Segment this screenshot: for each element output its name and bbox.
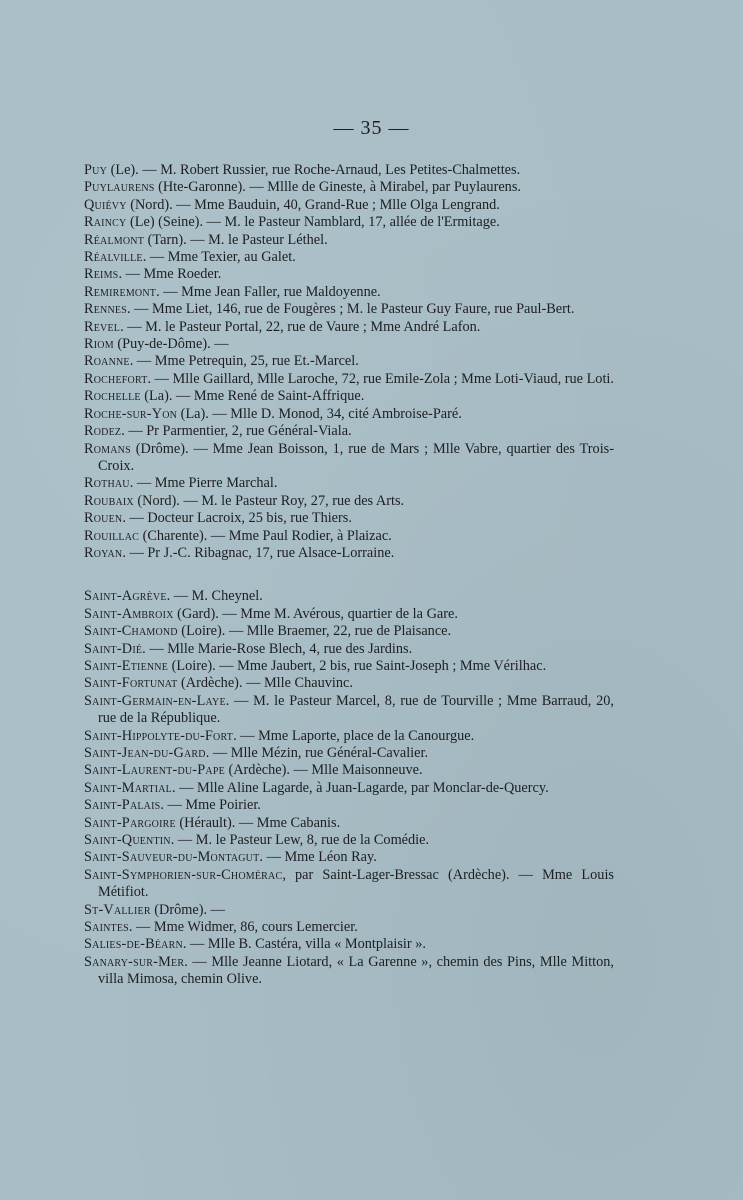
place-name: Saint-Martial xyxy=(84,779,172,796)
entry-details: (Loire). — Mme Jaubert, 2 bis, rue Saint-Joseph ; Mme Vérilhac. xyxy=(168,657,547,674)
directory-entry xyxy=(84,493,614,510)
directory-entry xyxy=(84,353,614,370)
place-name: Saint-Symphorien-sur-Chomérac xyxy=(84,866,283,883)
directory-entry xyxy=(84,406,614,423)
entry-details: (Drôme). — Mme Jean Boisson, 1, rue de Mars ; Mlle Vabre, quartier des Trois-Croix. xyxy=(98,440,614,474)
directory-entry xyxy=(84,266,614,283)
place-name: Royan xyxy=(84,544,123,561)
directory-entry xyxy=(84,675,614,692)
entry-details: . — M. le Pasteur Lew, 8, rue de la Comédie. xyxy=(170,832,430,849)
place-name: Réalville xyxy=(84,249,143,266)
directory-list xyxy=(84,162,614,989)
place-name: Sanary-sur-Mer xyxy=(84,953,185,970)
directory-entry xyxy=(84,301,614,318)
place-name: Rouen xyxy=(84,510,123,527)
entry-details: . — Mme Texier, au Galet. xyxy=(142,249,296,266)
place-name: Romans xyxy=(84,440,131,457)
entry-details: (Gard). — Mme M. Avérous, quartier de la Gare. xyxy=(173,605,458,622)
place-name: Saint-Germain-en-Laye xyxy=(84,692,226,709)
directory-entry xyxy=(84,214,614,231)
directory-entry xyxy=(84,693,614,728)
directory-entry xyxy=(84,606,614,623)
directory-entry xyxy=(84,319,614,336)
place-name: Saintes xyxy=(84,919,129,936)
place-name: Saint-Agrève xyxy=(84,588,167,605)
directory-entry xyxy=(84,762,614,779)
place-name: Puy xyxy=(84,162,107,178)
entry-details: . — Mlle Mézin, rue Général-Cavalier. xyxy=(205,745,429,761)
directory-entry xyxy=(84,780,614,797)
entry-details: . — M. le Pasteur Marcel, 8, rue de Tourville ; Mme Barraud, 20, rue de la République. xyxy=(98,692,614,727)
place-name: Puylaurens xyxy=(84,179,155,196)
place-name: Roche-sur-Yon xyxy=(84,405,178,422)
entry-details: . — Pr J.-C. Ribagnac, 17, rue Alsace-Lorraine. xyxy=(122,544,395,561)
directory-section-r xyxy=(84,162,614,562)
directory-entry xyxy=(84,936,614,953)
section-gap xyxy=(84,562,614,588)
directory-entry xyxy=(84,441,614,476)
place-name: Saint-Jean-du-Gard xyxy=(84,745,206,761)
place-name: Rouillac xyxy=(84,527,140,544)
entry-details: . — Mlle Aline Lagarde, à Juan-Lagarde, par Monclar-de-Quercy. xyxy=(171,779,549,796)
place-name: Saint-Ambroix xyxy=(84,605,174,622)
directory-entry xyxy=(84,510,614,527)
entry-details: (Drôme). — xyxy=(150,901,225,918)
place-name: Salies-de-Béarn xyxy=(84,936,183,953)
entry-details: (Tarn). — M. le Pasteur Léthel. xyxy=(144,231,328,248)
place-name: Quiévy xyxy=(84,196,127,213)
entry-details: (Nord). — M. le Pasteur Roy, 27, rue des Arts. xyxy=(133,492,405,509)
directory-section-s xyxy=(84,588,614,988)
entry-details: (Ardèche). — Mlle Maisonneuve. xyxy=(224,762,423,779)
page-number: — 35 — xyxy=(333,117,410,139)
place-name: Rennes xyxy=(84,301,127,318)
directory-entry xyxy=(84,745,614,762)
entry-details: . — M. Cheynel. xyxy=(166,588,263,605)
place-name: Rodez xyxy=(84,423,122,440)
entry-details: . — Mme Jean Faller, rue Maldoyenne. xyxy=(156,283,381,300)
place-name: Riom xyxy=(84,336,114,353)
directory-entry xyxy=(84,249,614,266)
directory-entry xyxy=(84,954,614,989)
place-name: Saint-Hippolyte-du-Fort xyxy=(84,727,234,744)
entry-details: (Charente). — Mme Paul Rodier, à Plaizac. xyxy=(139,527,392,544)
entry-details: (Loire). — Mlle Braemer, 22, rue de Plaisance. xyxy=(177,623,452,640)
entry-details: . — M. le Pasteur Portal, 22, rue de Vaure ; Mme André Lafon. xyxy=(120,318,481,335)
place-name: Roanne xyxy=(84,353,130,370)
directory-entry xyxy=(84,371,614,388)
entry-details: (Hérault). — Mme Cabanis. xyxy=(175,814,341,831)
place-name: Saint-Pargoire xyxy=(84,814,176,831)
directory-entry xyxy=(84,623,614,640)
directory-entry xyxy=(84,919,614,936)
directory-entry xyxy=(84,797,614,814)
entry-details: . — Pr Parmentier, 2, rue Général-Viala. xyxy=(121,423,352,440)
entry-details: . — Mme Pierre Marchal. xyxy=(129,475,278,492)
entry-details: . — Mme Liet, 146, rue de Fougères ; M. le Pasteur Guy Faure, rue Paul-Bert. xyxy=(126,301,575,318)
directory-entry xyxy=(84,528,614,545)
directory-entry xyxy=(84,388,614,405)
directory-entry xyxy=(84,197,614,214)
entry-details: (Le). — M. Robert Russier, rue Roche-Arnaud, Les Petites-Chalmettes. xyxy=(107,162,521,178)
place-name: Reims xyxy=(84,266,119,283)
entry-details: (La). — Mme René de Saint-Affrique. xyxy=(140,388,365,405)
place-name: Saint-Dié xyxy=(84,640,143,657)
entry-details: . — Mme Laporte, place de la Canourgue. xyxy=(233,727,475,744)
directory-entry xyxy=(84,849,614,866)
entry-details: . — Mlle Jeanne Liotard, « La Garenne », chemin des Pins, Mlle Mitton, villa Mimosa, chemin Olive. xyxy=(98,953,614,988)
entry-details: (Le) (Seine). — M. le Pasteur Namblard, 17, allée de l'Ermitage. xyxy=(126,214,500,231)
place-name: Réalmont xyxy=(84,231,145,248)
entry-details: . — Mme Léon Ray. xyxy=(259,849,377,866)
place-name: Saint-Palais xyxy=(84,797,161,814)
directory-entry xyxy=(84,588,614,605)
directory-entry xyxy=(84,658,614,675)
directory-entry xyxy=(84,232,614,249)
entry-details: (Hte-Garonne). — Mllle de Gineste, à Mirabel, par Puylaurens. xyxy=(154,179,521,196)
place-name: Roubaix xyxy=(84,492,134,509)
place-name: Saint-Chamond xyxy=(84,623,178,640)
entry-details: (Ardèche). — Mlle Chauvinc. xyxy=(177,675,353,692)
entry-details: . — Mme Roeder. xyxy=(118,266,222,283)
entry-details: (Nord). — Mme Bauduin, 40, Grand-Rue ; Mlle Olga Lengrand. xyxy=(126,196,500,213)
place-name: Rothau xyxy=(84,475,130,492)
directory-entry xyxy=(84,179,614,196)
directory-entry xyxy=(84,545,614,562)
entry-details: . — Mlle Marie-Rose Blech, 4, rue des Jardins. xyxy=(142,640,413,657)
directory-entry xyxy=(84,832,614,849)
directory-entry xyxy=(84,336,614,353)
place-name: St-Vallier xyxy=(84,901,151,918)
place-name: Rochefort xyxy=(84,370,148,387)
place-name: Remiremont xyxy=(84,283,157,300)
entry-details: , par Saint-Lager-Bressac (Ardèche). — Mme Louis Métifiot. xyxy=(98,866,614,901)
entry-details: (La). — Mlle D. Monod, 34, cité Ambroise-Paré. xyxy=(177,405,462,422)
directory-entry xyxy=(84,284,614,301)
entry-details: . — Docteur Lacroix, 25 bis, rue Thiers. xyxy=(122,510,352,527)
entry-details: . — Mme Widmer, 86, cours Lemercier. xyxy=(128,919,358,936)
place-name: Saint-Quentin xyxy=(84,832,171,849)
directory-entry xyxy=(84,475,614,492)
entry-details: . — Mlle Gaillard, Mlle Laroche, 72, rue Emile-Zola ; Mme Loti-Viaud, rue Loti. xyxy=(147,370,614,387)
directory-entry xyxy=(84,728,614,745)
entry-details: (Puy-de-Dôme). — xyxy=(113,336,229,353)
place-name: Raincy xyxy=(84,214,127,231)
directory-entry xyxy=(84,902,614,919)
entry-details: . — Mlle B. Castéra, villa « Montplaisir ». xyxy=(182,936,426,953)
place-name: Saint-Laurent-du-Pape xyxy=(84,762,225,779)
directory-entry xyxy=(84,867,614,902)
place-name: Rochelle xyxy=(84,388,141,405)
directory-entry xyxy=(84,815,614,832)
entry-details: . — Mme Petrequin, 25, rue Et.-Marcel. xyxy=(129,353,359,370)
place-name: Revel xyxy=(84,318,121,335)
place-name: Saint-Fortunat xyxy=(84,675,178,692)
directory-entry xyxy=(84,641,614,658)
place-name: Saint-Etienne xyxy=(84,657,169,674)
directory-entry xyxy=(84,423,614,440)
directory-entry xyxy=(84,162,614,179)
entry-details: . — Mme Poirier. xyxy=(160,797,261,814)
place-name: Saint-Sauveur-du-Montagut xyxy=(84,849,260,866)
